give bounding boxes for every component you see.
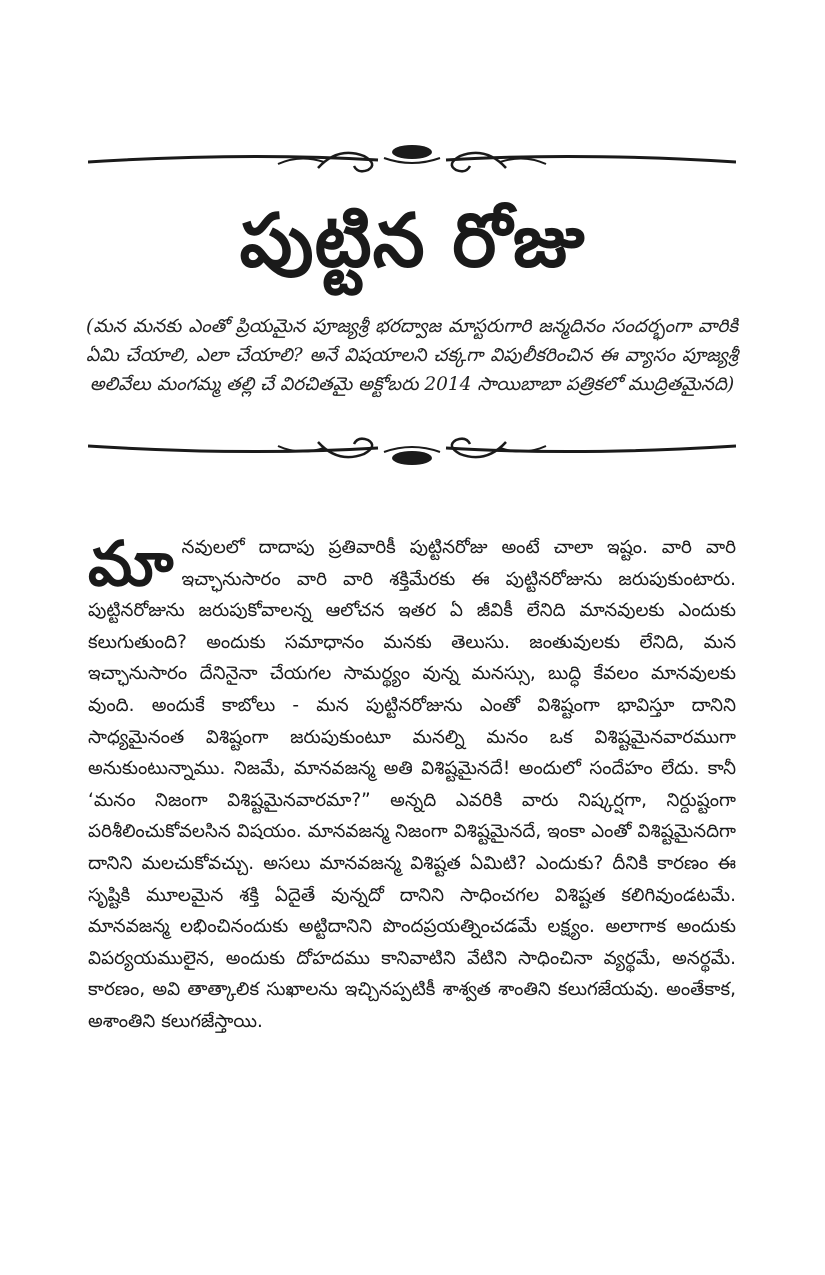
drop-cap: మా bbox=[88, 527, 174, 600]
bottom-ornament-divider bbox=[88, 432, 736, 472]
page-title: పుట్టిన రోజు bbox=[239, 198, 586, 284]
article-body bbox=[88, 527, 736, 1038]
intro-note: (మన మనకు ఎంతో ప్రియమైన పూజ్యశ్రీ భరద్వాజ మాస్టరుగారి జన్మదినం సందర్భంగా వారికి ఏమి చేయాలి, ఎలా చేయాలి? అనే విషయాలని చక్కగా విపులీకరించిన ఈ వ్యాసం పూజ్యశ్రీ అలివేలు మంగమ్మ తల్లి చే విరచితమై అక్టోబరు 2014 సాయిబాబా పత్రికలో ముద్రితమైనది) bbox=[86, 316, 738, 395]
article-paragraph: నవులలో దాదాపు ప్రతివారికీ పుట్టినరోజు అంటే చాలా ఇష్టం. వారి వారి ఇచ్ఛానుసారం వారి వారి శక్తిమేరకు ఈ పుట్టినరోజును జరుపుకుంటారు. పుట్టినరోజును జరుపుకోవాలన్న ఆలోచన ఇతర ఏ జీవికీ లేనిది మానవులకు ఎందుకు కలుగుతుంది? అందుకు సమాధానం మనకు తెలుసు. జంతువులకు లేనిది, మన ఇచ్ఛానుసారం దేనినైనా చేయగల సామర్థ్యం వున్న మనస్సు, బుద్ధి కేవలం మానవులకు వుంది. అందుకే కాబోలు - మన పుట్టినరోజును ఎంతో విశిష్టంగా భావిస్తూ దానిని సాధ్యమైనంత విశిష్టంగా జరుపుకుంటూ మనల్ని మనం ఒక విశిష్టమైనవారముగా అనుకుంటున్నాము. నిజమే, మానవజన్మ అతి విశిష్టమైనదే! అందులో సందేహం లేదు. కానీ ‘మనం నిజంగా విశిష్టమైనవారమా?” అన్నది ఎవరికి వారు నిష్కర్షగా, నిర్దుష్టంగా పరిశీలించుకోవలసిన విషయం. మానవజన్మ నిజంగా విశిష్టమైనదే, ఇంకా ఎంతో విశిష్టమైనదిగా దానిని మలచుకోవచ్చు. అసలు మానవజన్మ విశిష్టత ఏమిటి? ఎందుకు? దీనికి కారణం ఈ సృష్టికి మూలమైన శక్తి ఏదైతే వున్నదో దానిని సాధించగల విశిష్టత కలిగివుండటమే. మానవజన్మ లభించినందుకు అట్టిదానిని పొందప్రయత్నించడమే లక్ష్యం. అలాగాక అందుకు విపర్యయములైన, అందుకు దోహదము కానివాటిని వేటిని సాధించినా వ్యర్థమే, అనర్థమే. కారణం, అవి తాత్కాలిక సుఖాలను ఇచ్చినప్పటికీ శాశ్వత శాంతిని కలుగజేయవు. అంతేకాక, అశాంతిని కలుగజేస్తాయి. bbox=[88, 537, 736, 1032]
top-ornament-divider bbox=[88, 138, 736, 178]
